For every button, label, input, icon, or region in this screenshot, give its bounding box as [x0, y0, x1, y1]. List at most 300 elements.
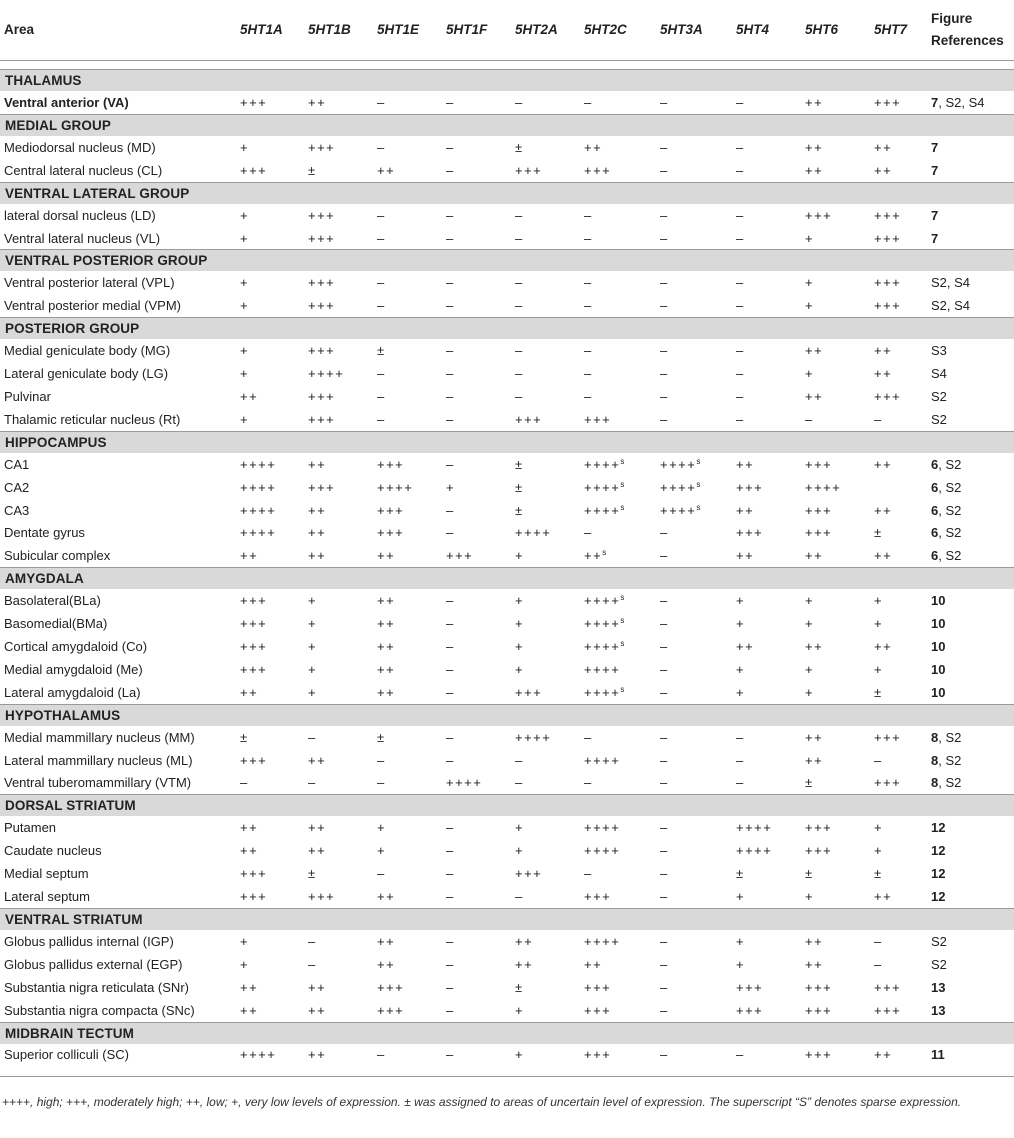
expression-value: – — [446, 661, 455, 677]
expression-cell — [308, 862, 377, 885]
expression-cell — [377, 749, 446, 772]
expression-cell — [736, 499, 805, 522]
expression-cell — [515, 1044, 584, 1067]
section-header — [0, 704, 1014, 726]
section-title: VENTRAL STRIATUM — [0, 908, 1014, 930]
expression-cell — [584, 658, 660, 681]
expression-cell — [308, 658, 377, 681]
expression-value: – — [660, 525, 669, 541]
expression-value: +++ — [308, 275, 336, 291]
expression-cell — [584, 521, 660, 544]
expression-cell — [446, 271, 515, 294]
expression-cell — [584, 976, 660, 999]
expression-cell — [446, 91, 515, 114]
header-gene: 5HT3A — [660, 0, 736, 61]
expression-cell — [736, 521, 805, 544]
expression-value: ++++ — [240, 1047, 277, 1063]
expression-cell — [874, 476, 931, 499]
expression-cell — [446, 227, 515, 250]
expression-cell — [584, 362, 660, 385]
expression-value: ± — [515, 979, 524, 995]
expression-value: ++ — [240, 388, 259, 404]
figure-reference-cell — [931, 227, 1014, 250]
expression-value: ++ — [805, 94, 824, 110]
figure-reference-main: 13 — [931, 1002, 946, 1018]
expression-value: +++ — [805, 820, 833, 836]
expression-cell — [736, 362, 805, 385]
section-title: THALAMUS — [0, 70, 1014, 92]
expression-cell — [240, 408, 308, 431]
figure-reference-main: 6 — [931, 525, 939, 541]
area-cell: Medial mammillary nucleus (MM) — [4, 729, 195, 745]
figure-reference-cell — [931, 362, 1014, 385]
expression-cell — [377, 476, 446, 499]
sparse-marker: s — [620, 593, 625, 603]
area-cell: Substantia nigra reticulata (SNr) — [4, 979, 189, 995]
expression-value: – — [736, 207, 745, 223]
figure-reference-cell — [931, 953, 1014, 976]
expression-value: – — [446, 593, 455, 609]
expression-cell — [515, 589, 584, 612]
expression-cell — [805, 771, 874, 794]
expression-value: – — [515, 366, 524, 382]
expression-value: – — [377, 775, 386, 791]
expression-value: + — [515, 1002, 525, 1018]
expression-cell — [874, 612, 931, 635]
figure-reference-supplementary: S4 — [931, 366, 947, 382]
expression-value: + — [240, 207, 250, 223]
table-row — [0, 681, 1014, 704]
expression-cell — [377, 544, 446, 567]
section-header — [0, 114, 1014, 136]
expression-cell — [805, 159, 874, 182]
expression-cell — [515, 339, 584, 362]
table-row — [0, 544, 1014, 567]
expression-cell — [240, 589, 308, 612]
expression-value: – — [446, 456, 455, 472]
expression-cell — [515, 227, 584, 250]
expression-value: – — [240, 775, 249, 791]
figure-reference-supplementary: S2 — [931, 956, 947, 972]
expression-cell — [874, 159, 931, 182]
figure-reference-supplementary: S2, S4 — [931, 298, 971, 314]
figure-reference-supplementary: , S2 — [938, 456, 962, 472]
expression-cell — [874, 771, 931, 794]
expression-cell — [446, 612, 515, 635]
expression-cell — [660, 227, 736, 250]
figure-reference-main: 11 — [931, 1047, 945, 1063]
sparse-marker: s — [620, 456, 625, 466]
expression-value: + — [515, 548, 525, 564]
expression-value: + — [805, 684, 815, 700]
expression-cell — [515, 885, 584, 908]
expression-cell — [377, 227, 446, 250]
expression-value: +++ — [805, 979, 833, 995]
expression-value: ++ — [240, 1002, 259, 1018]
expression-value: – — [308, 775, 317, 791]
expression-cell — [308, 885, 377, 908]
area-cell: Basolateral(BLa) — [4, 593, 101, 609]
expression-value: – — [584, 275, 593, 291]
expression-cell — [240, 953, 308, 976]
expression-cell — [240, 999, 308, 1022]
expression-cell — [446, 521, 515, 544]
expression-cell — [308, 136, 377, 159]
figure-reference-main: 10 — [931, 616, 946, 632]
expression-cell — [874, 544, 931, 567]
expression-value: ++ — [736, 638, 755, 654]
expression-cell — [240, 749, 308, 772]
expression-value: ++ — [377, 933, 396, 949]
expression-value: + — [736, 593, 746, 609]
expression-cell — [240, 91, 308, 114]
expression-cell — [660, 612, 736, 635]
expression-value: – — [446, 956, 455, 972]
expression-cell — [584, 749, 660, 772]
expression-cell — [377, 339, 446, 362]
expression-value: – — [736, 298, 745, 314]
expression-value: +++ — [874, 207, 902, 223]
expression-cell — [584, 816, 660, 839]
expression-value: – — [660, 775, 669, 791]
expression-value: – — [446, 388, 455, 404]
figure-reference-cell — [931, 91, 1014, 114]
table-row — [0, 362, 1014, 385]
section-header — [0, 182, 1014, 204]
expression-cell — [584, 771, 660, 794]
expression-cell — [446, 589, 515, 612]
area-cell: CA1 — [4, 456, 30, 472]
expression-cell — [874, 681, 931, 704]
expression-value: + — [736, 616, 746, 632]
expression-value: ++ — [874, 502, 893, 518]
expression-value: +++ — [584, 888, 612, 904]
table-row — [0, 862, 1014, 885]
area-cell: lateral dorsal nucleus (LD) — [4, 207, 156, 223]
figure-reference-cell — [931, 612, 1014, 635]
section-header — [0, 431, 1014, 453]
area-cell: Central lateral nucleus (CL) — [4, 162, 163, 178]
figure-reference-cell — [931, 862, 1014, 885]
expression-cell — [736, 136, 805, 159]
expression-cell — [377, 930, 446, 953]
expression-value: – — [736, 94, 745, 110]
expression-cell — [584, 681, 660, 704]
expression-cell — [446, 408, 515, 431]
expression-value: +++ — [240, 752, 268, 768]
table-row — [0, 589, 1014, 612]
figure-reference-main: 12 — [931, 843, 946, 859]
expression-value: ++ — [377, 548, 396, 564]
figure-reference-main: 10 — [931, 661, 946, 677]
expression-cell — [874, 408, 931, 431]
expression-value: +++ — [584, 1047, 612, 1063]
area-cell: Globus pallidus internal (IGP) — [4, 933, 174, 949]
expression-value: + — [240, 343, 250, 359]
expression-cell — [446, 953, 515, 976]
expression-value: +++ — [584, 1002, 612, 1018]
expression-value: – — [660, 366, 669, 382]
expression-cell — [805, 976, 874, 999]
figure-reference-supplementary: , S2, S4 — [938, 94, 985, 110]
expression-value: – — [660, 684, 669, 700]
expression-cell — [308, 681, 377, 704]
expression-value: +++ — [584, 162, 612, 178]
expression-value: – — [446, 979, 455, 995]
expression-value: – — [736, 775, 745, 791]
figure-reference-cell — [931, 1044, 1014, 1067]
sparse-marker: s — [620, 502, 625, 512]
expression-cell — [736, 227, 805, 250]
area-cell: Lateral amygdaloid (La) — [4, 684, 141, 700]
expression-cell — [660, 91, 736, 114]
expression-value: – — [377, 411, 386, 427]
expression-value: +++ — [377, 979, 405, 995]
expression-value: ++ — [874, 456, 893, 472]
expression-value: ++ — [736, 502, 755, 518]
expression-value: +++ — [584, 411, 612, 427]
figure-reference-cell — [931, 499, 1014, 522]
expression-cell — [874, 953, 931, 976]
expression-cell — [240, 499, 308, 522]
expression-cell — [874, 136, 931, 159]
expression-value: ++ — [805, 638, 824, 654]
expression-cell — [308, 839, 377, 862]
expression-cell — [446, 771, 515, 794]
expression-value: – — [584, 388, 593, 404]
expression-cell — [446, 885, 515, 908]
expression-cell — [240, 1044, 308, 1067]
expression-cell — [805, 816, 874, 839]
expression-value: + — [736, 661, 746, 677]
expression-value: +++ — [308, 343, 336, 359]
area-cell: Ventral tuberomammillary (VTM) — [4, 775, 192, 791]
expression-value: +++ — [308, 139, 336, 155]
expression-value: + — [377, 843, 387, 859]
expression-value: ++ — [308, 1002, 327, 1018]
expression-cell — [308, 612, 377, 635]
area-cell: Lateral mammillary nucleus (ML) — [4, 752, 193, 768]
expression-cell — [660, 976, 736, 999]
expression-value: – — [736, 139, 745, 155]
expression-value: – — [660, 548, 669, 564]
expression-value: – — [446, 298, 455, 314]
table-row — [0, 476, 1014, 499]
expression-value: ++ — [584, 548, 603, 564]
expression-cell — [584, 271, 660, 294]
area-cell: Globus pallidus external (EGP) — [4, 956, 183, 972]
expression-value: +++ — [805, 525, 833, 541]
expression-cell — [660, 589, 736, 612]
expression-cell — [515, 521, 584, 544]
expression-cell — [874, 453, 931, 476]
table-body — [0, 61, 1014, 1077]
figure-reference-cell — [931, 976, 1014, 999]
section-header — [0, 568, 1014, 590]
expression-cell — [308, 589, 377, 612]
expression-cell — [308, 544, 377, 567]
expression-value: – — [377, 298, 386, 314]
expression-cell — [377, 658, 446, 681]
expression-value: ++ — [240, 820, 259, 836]
expression-value: + — [515, 661, 525, 677]
expression-cell — [874, 227, 931, 250]
expression-cell — [308, 476, 377, 499]
expression-value: +++ — [308, 888, 336, 904]
expression-value: + — [874, 616, 884, 632]
expression-value: – — [660, 94, 669, 110]
expression-value: – — [584, 94, 593, 110]
figure-reference-cell — [931, 544, 1014, 567]
sparse-marker: s — [620, 479, 625, 489]
expression-cell — [584, 159, 660, 182]
figure-reference-supplementary: , S2 — [938, 775, 962, 791]
expression-value: +++ — [736, 479, 764, 495]
expression-cell — [240, 771, 308, 794]
expression-cell — [584, 1044, 660, 1067]
expression-value: ++ — [377, 888, 396, 904]
expression-value: – — [515, 94, 524, 110]
expression-value: ++++ — [240, 525, 277, 541]
expression-value: ++++ — [660, 479, 697, 495]
expression-value: ++ — [805, 548, 824, 564]
expression-value: ++ — [584, 956, 603, 972]
expression-value: ++++ — [377, 479, 414, 495]
expression-cell — [805, 681, 874, 704]
sparse-marker: s — [602, 548, 607, 558]
expression-cell — [377, 159, 446, 182]
figure-reference-cell — [931, 999, 1014, 1022]
section-title: HIPPOCAMPUS — [0, 431, 1014, 453]
section-header — [0, 908, 1014, 930]
expression-value: +++ — [308, 207, 336, 223]
expression-cell — [736, 816, 805, 839]
figure-reference-main: 13 — [931, 979, 946, 995]
expression-cell — [515, 930, 584, 953]
table-row — [0, 294, 1014, 317]
expression-value: – — [446, 638, 455, 654]
expression-cell — [805, 953, 874, 976]
expression-value: ± — [874, 684, 883, 700]
figure-reference-main: 12 — [931, 820, 946, 836]
expression-cell — [308, 339, 377, 362]
figure-reference-cell — [931, 839, 1014, 862]
figure-reference-main: 7 — [931, 162, 939, 178]
table-footnote: ++++, high; +++, moderately high; ++, low; +, very low levels of expression. ± was assigned to areas of uncertain level of expression. The superscript “S” denotes sparse expression. — [2, 1095, 962, 1109]
expression-value: ++ — [874, 888, 893, 904]
area-cell: CA2 — [4, 479, 30, 495]
expression-value: – — [446, 866, 455, 882]
expression-value: ++ — [874, 548, 893, 564]
expression-cell — [874, 362, 931, 385]
expression-value: ± — [515, 139, 524, 155]
expression-value: ++ — [308, 820, 327, 836]
expression-cell — [874, 271, 931, 294]
table-row — [0, 385, 1014, 408]
expression-value: – — [584, 207, 593, 223]
expression-value: +++ — [515, 411, 543, 427]
expression-value: – — [584, 729, 593, 745]
expression-cell — [377, 521, 446, 544]
expression-value: – — [736, 752, 745, 768]
expression-cell — [736, 1044, 805, 1067]
expression-value: ± — [308, 162, 317, 178]
expression-cell — [446, 294, 515, 317]
expression-value: + — [805, 366, 815, 382]
expression-value: ± — [308, 866, 317, 882]
expression-cell — [805, 362, 874, 385]
expression-cell — [805, 885, 874, 908]
expression-cell — [660, 271, 736, 294]
expression-cell — [660, 999, 736, 1022]
expression-value: + — [874, 593, 884, 609]
expression-value: – — [377, 366, 386, 382]
expression-value: ++ — [308, 525, 327, 541]
table-row — [0, 339, 1014, 362]
expression-cell — [805, 499, 874, 522]
expression-cell — [584, 294, 660, 317]
expression-value: ++ — [308, 502, 327, 518]
expression-cell — [736, 839, 805, 862]
expression-value: – — [584, 366, 593, 382]
figure-reference-supplementary: S2 — [931, 411, 947, 427]
expression-cell — [308, 499, 377, 522]
expression-cell — [240, 839, 308, 862]
expression-value: – — [874, 956, 883, 972]
expression-cell — [515, 635, 584, 658]
expression-value: ++ — [584, 139, 603, 155]
expression-cell — [874, 521, 931, 544]
table-row — [0, 930, 1014, 953]
expression-value: – — [736, 366, 745, 382]
expression-cell — [377, 862, 446, 885]
expression-cell — [515, 612, 584, 635]
expression-cell — [584, 839, 660, 862]
expression-cell — [240, 885, 308, 908]
expression-value: – — [446, 1002, 455, 1018]
figure-reference-cell — [931, 453, 1014, 476]
expression-value: – — [446, 933, 455, 949]
expression-value: +++ — [805, 1002, 833, 1018]
expression-value: +++ — [377, 456, 405, 472]
table-row — [0, 726, 1014, 749]
header-gene: 5HT1E — [377, 0, 446, 61]
expression-cell — [308, 408, 377, 431]
expression-value: ++++ — [515, 525, 552, 541]
expression-value: +++ — [584, 979, 612, 995]
figure-reference-supplementary: , S2 — [938, 502, 962, 518]
expression-value: ++ — [308, 843, 327, 859]
expression-value: ++ — [736, 456, 755, 472]
expression-value: – — [660, 820, 669, 836]
expression-cell — [805, 1044, 874, 1067]
figure-reference-main: 12 — [931, 888, 946, 904]
expression-cell — [584, 136, 660, 159]
expression-value: – — [736, 388, 745, 404]
expression-value: ++ — [308, 94, 327, 110]
expression-value: ++ — [874, 343, 893, 359]
expression-value: – — [660, 275, 669, 291]
expression-cell — [377, 976, 446, 999]
expression-cell — [377, 726, 446, 749]
expression-cell — [377, 499, 446, 522]
expression-value: + — [736, 956, 746, 972]
expression-value: – — [584, 230, 593, 246]
figure-reference-cell — [931, 681, 1014, 704]
expression-cell — [736, 476, 805, 499]
expression-cell — [805, 136, 874, 159]
expression-value: +++ — [736, 979, 764, 995]
